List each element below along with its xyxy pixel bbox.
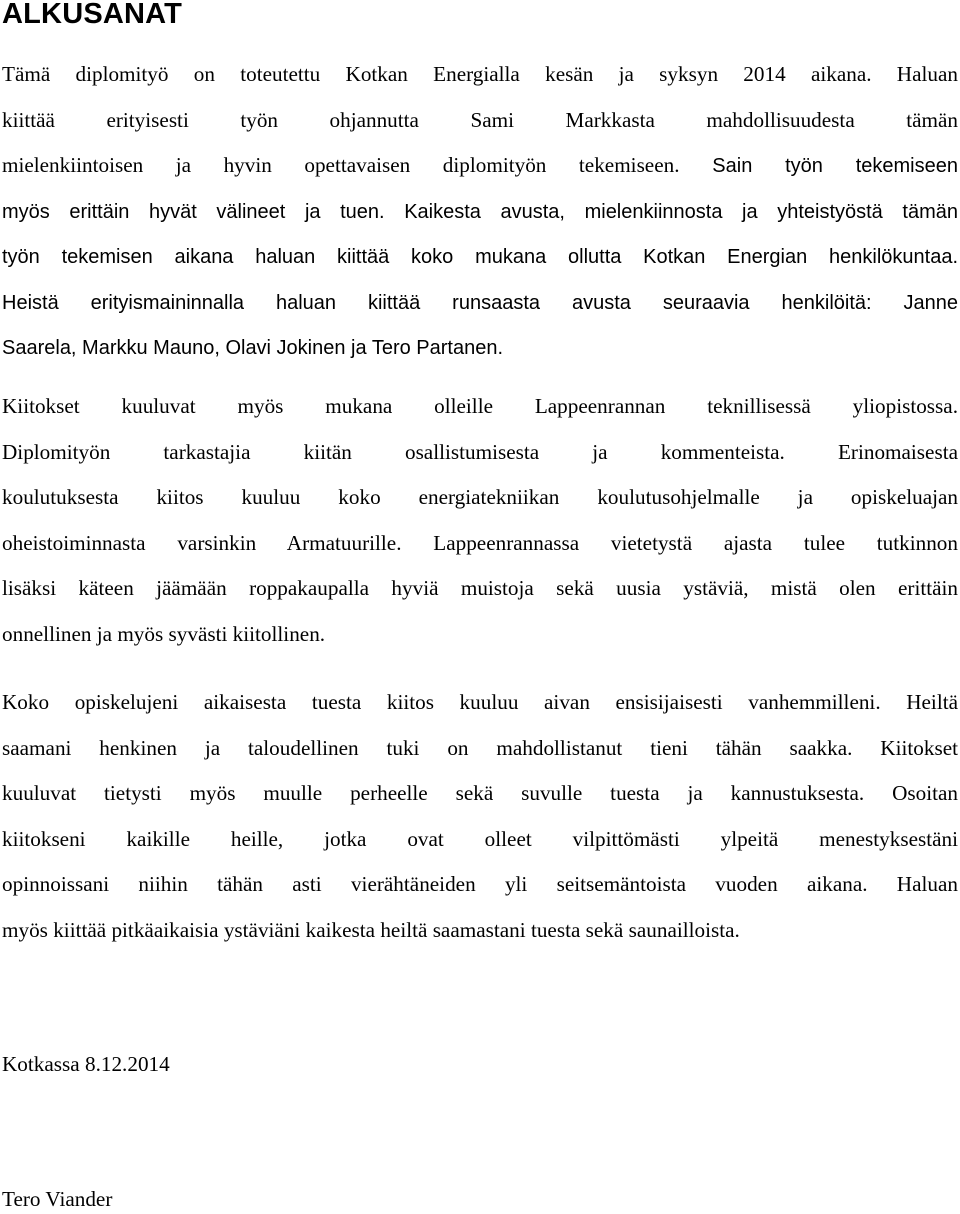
line-text-sans: Heistä erityismaininnalla haluan kiittää runsaasta avusta seuraavia henkilöitä: Janne — [2, 291, 958, 314]
paragraph-line — [2, 189, 958, 235]
line-text: kiittää erityisesti työn ohjannutta Sami Markkasta mahdollisuudesta tämän — [2, 107, 958, 132]
page-heading: ALKUSANAT — [2, 0, 183, 30]
paragraph-line: onnellinen ja myös syvästi kiitollinen. — [2, 621, 326, 646]
paragraph-line — [2, 52, 958, 98]
paragraph-line: kiitokseni kaikille heille, jotka ovat olleet vilpittömästi ylpeitä menestyksestäni — [2, 826, 958, 851]
line-text-sans: Saarela, Markku Mauno, Olavi Jokinen ja Tero Partanen. — [2, 337, 504, 359]
place-and-date: Kotkassa 8.12.2014 — [2, 1052, 170, 1076]
line-text: mielenkiintoisen ja hyvin opettavaisen diplomityön tekemiseen. — [2, 153, 680, 177]
line-text-sans: työn tekemisen aikana haluan kiittää koko mukana ollutta Kotkan Energian henkilökuntaa. — [2, 246, 958, 268]
paragraph-1 — [2, 52, 958, 371]
paragraph-line: opinnoissani niihin tähän asti vierähtäneiden yli seitsemäntoista vuoden aikana. Haluan — [2, 872, 958, 896]
paragraph-line: saamani henkinen ja taloudellinen tuki on mahdollistanut tieni tähän saakka. Kiitokset — [2, 735, 958, 760]
paragraph-line: Koko opiskelujeni aikaisesta tuesta kiitos kuuluu aivan ensisijaisesti vanhemmilleni. Heiltä — [2, 690, 958, 714]
paragraph-line: lisäksi käteen jäämään roppakaupalla hyviä muistoja sekä uusia ystäviä, mistä olen erittäin — [2, 576, 958, 600]
paragraph-line: Kiitokset kuuluvat myös mukana olleille Lappeenrannan teknillisessä yliopistossa. — [2, 394, 958, 418]
line-text-sans: myös erittäin hyvät välineet ja tuen. Kaikesta avusta, mielenkiinnosta ja yhteistyöstä tämän — [2, 200, 958, 223]
paragraph-line: Diplomityön tarkastajia kiitän osallistumisesta ja kommenteista. Erinomaisesta — [2, 439, 958, 464]
signature-name: Tero Viander — [2, 1187, 113, 1211]
paragraph-line: koulutuksesta kiitos kuuluu koko energiatekniikan koulutusohjelmalle ja opiskeluajan — [2, 485, 958, 509]
paragraph-line — [2, 234, 958, 280]
line-text-sans: Sain työn tekemiseen — [679, 155, 958, 177]
paragraph-line — [2, 98, 958, 144]
paragraph-line: kuuluvat tietysti myös muulle perheelle sekä suvulle tuesta ja kannustuksesta. Osoitan — [2, 781, 958, 805]
paragraph-line — [2, 143, 958, 189]
paragraph-3 — [2, 680, 958, 953]
paragraph-line: oheistoiminnasta varsinkin Armatuurille. Lappeenrannassa vietetystä ajasta tulee tutkinnon — [2, 530, 958, 555]
paragraph-line: myös kiittää pitkäaikaisia ystäviäni kaikesta heiltä saamastani tuesta sekä saunailloista. — [2, 917, 740, 942]
paragraph-line — [2, 325, 958, 371]
paragraph-line — [2, 280, 958, 326]
paragraph-2 — [2, 384, 958, 657]
line-text: Tämä diplomityö on toteutettu Kotkan Energialla kesän ja syksyn 2014 aikana. Haluan — [2, 62, 958, 86]
